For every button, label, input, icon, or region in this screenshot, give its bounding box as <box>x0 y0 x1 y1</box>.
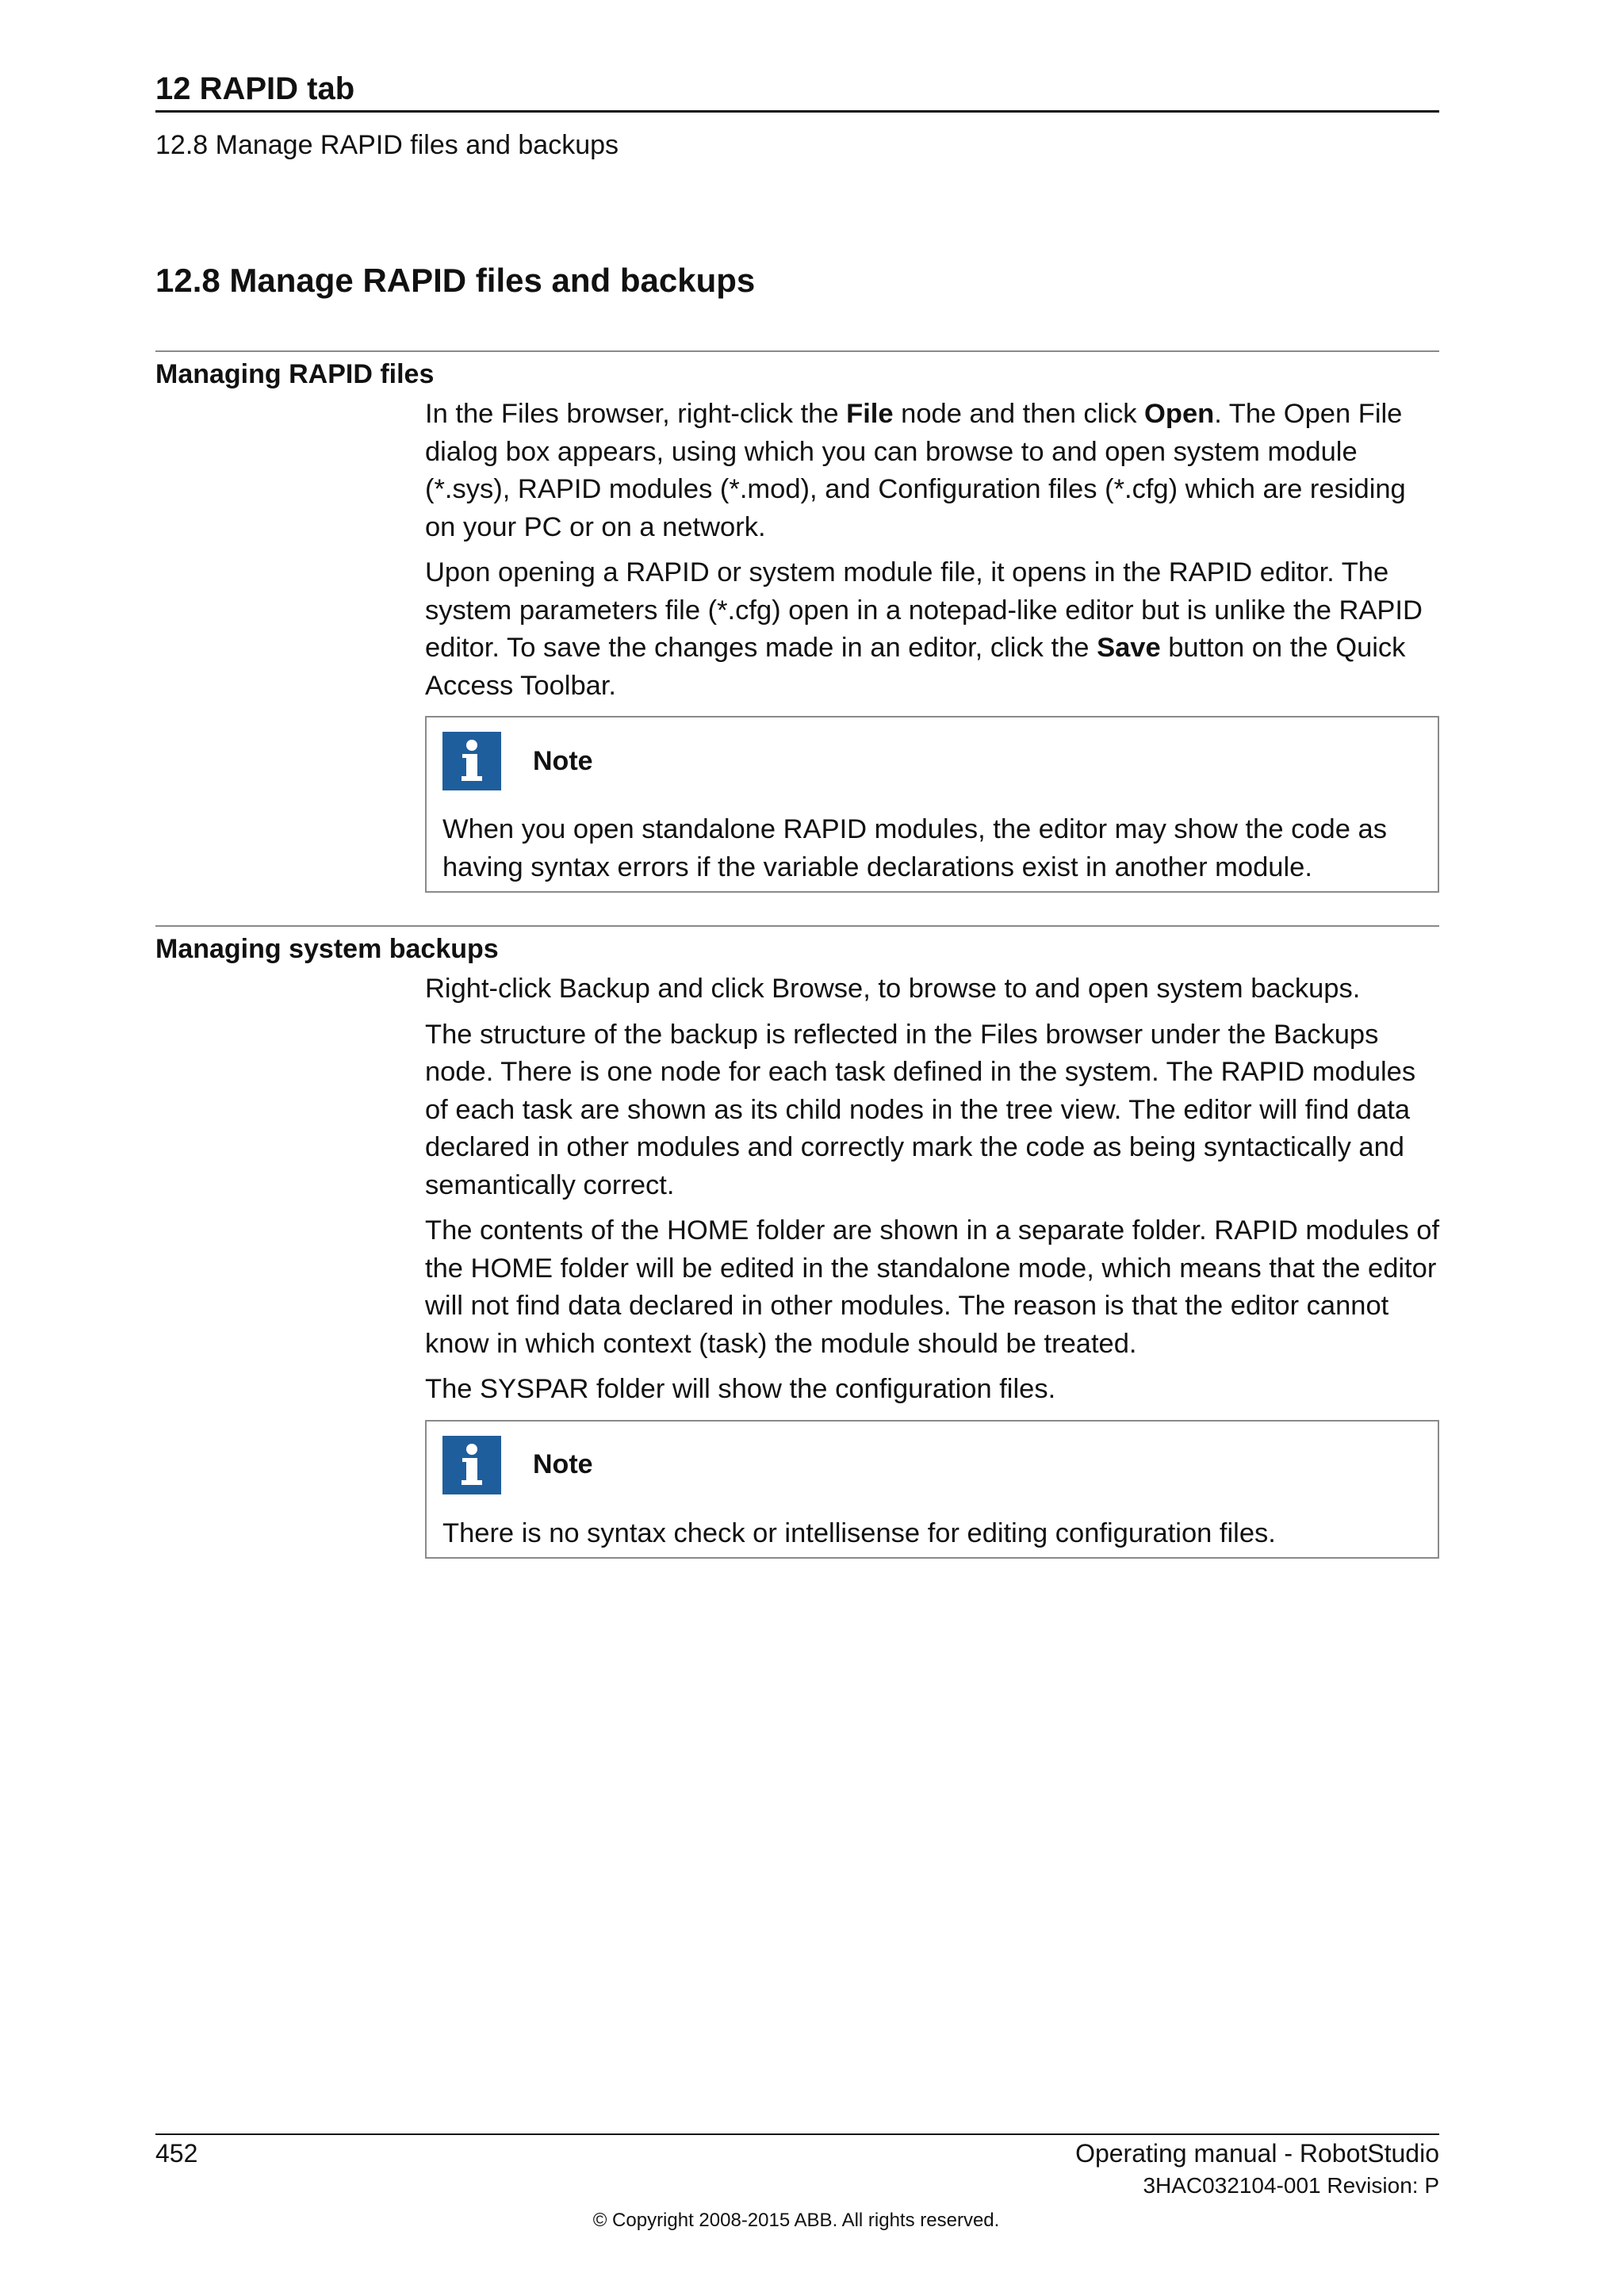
info-icon <box>442 732 501 790</box>
subsection-heading-backups: Managing system backups <box>155 934 499 964</box>
info-icon <box>442 1436 501 1494</box>
paragraph: The SYSPAR folder will show the configuration files. <box>425 1374 1056 1404</box>
note-header <box>442 1434 1422 1496</box>
subsection-rule-backups <box>155 925 1439 927</box>
note-text: When you open standalone RAPID modules, the editor may show the code as having syntax errors if the variable declarations exist in another module. <box>442 814 1387 882</box>
subsection-rule-files <box>155 350 1439 352</box>
paragraph: The structure of the backup is reflected in the Files browser under the Backups node. There is one node for each task defined in the system. The RAPID modules of each task are shown as its child nodes in the tree view. The editor will find data declared in other modules and correctly mark the code as being syntactically and semantically correct. <box>425 1019 1416 1200</box>
page-number: 452 <box>155 2139 198 2168</box>
note-header <box>442 730 1422 792</box>
note-text: There is no syntax check or intellisense for editing configuration files. <box>442 1517 1276 1548</box>
note-box <box>425 1420 1439 1559</box>
copyright-notice: © Copyright 2008-2015 ABB. All rights reserved. <box>592 2210 1000 2231</box>
note-label: Note <box>533 1449 593 1479</box>
manual-title: Operating manual - RobotStudio <box>1075 2139 1439 2168</box>
paragraph: Upon opening a RAPID or system module file, it opens in the RAPID editor. The system parameters file (*.cfg) open in a notepad-like editor but is unlike the RAPID editor. To save the changes made in an editor, click the Save button on the Quick Access Toolbar. <box>425 557 1423 701</box>
section-title: 12.8 Manage RAPID files and backups <box>155 262 756 299</box>
note-box <box>425 716 1439 893</box>
header-rule <box>155 110 1439 113</box>
subsection-body-backups <box>425 970 1442 1559</box>
paragraph: Right-click Backup and click Browse, to browse to and open system backups. <box>425 974 1361 1004</box>
paragraph: The contents of the HOME folder are shown in a separate folder. RAPID modules of the HOME folder will be edited in the standalone mode, which means that the editor will not find data declared in other modules. The reason is that the editor cannot know in which context (task) the module should be treated. <box>425 1215 1440 1359</box>
note-label: Note <box>533 745 593 776</box>
running-header-chapter: 12 RAPID tab <box>155 71 355 106</box>
subsection-body-files <box>425 396 1442 893</box>
running-header-section: 12.8 Manage RAPID files and backups <box>155 130 619 160</box>
subsection-heading-files: Managing RAPID files <box>155 359 435 389</box>
paragraph: In the Files browser, right-click the File node and then click Open. The Open File dialog box appears, using which you can browse to and open system module (*.sys), RAPID modules (*.mod), and Configuration files (*.cfg) which are residing on your PC or on a network. <box>425 399 1406 542</box>
document-id: 3HAC032104-001 Revision: P <box>1143 2173 1439 2198</box>
